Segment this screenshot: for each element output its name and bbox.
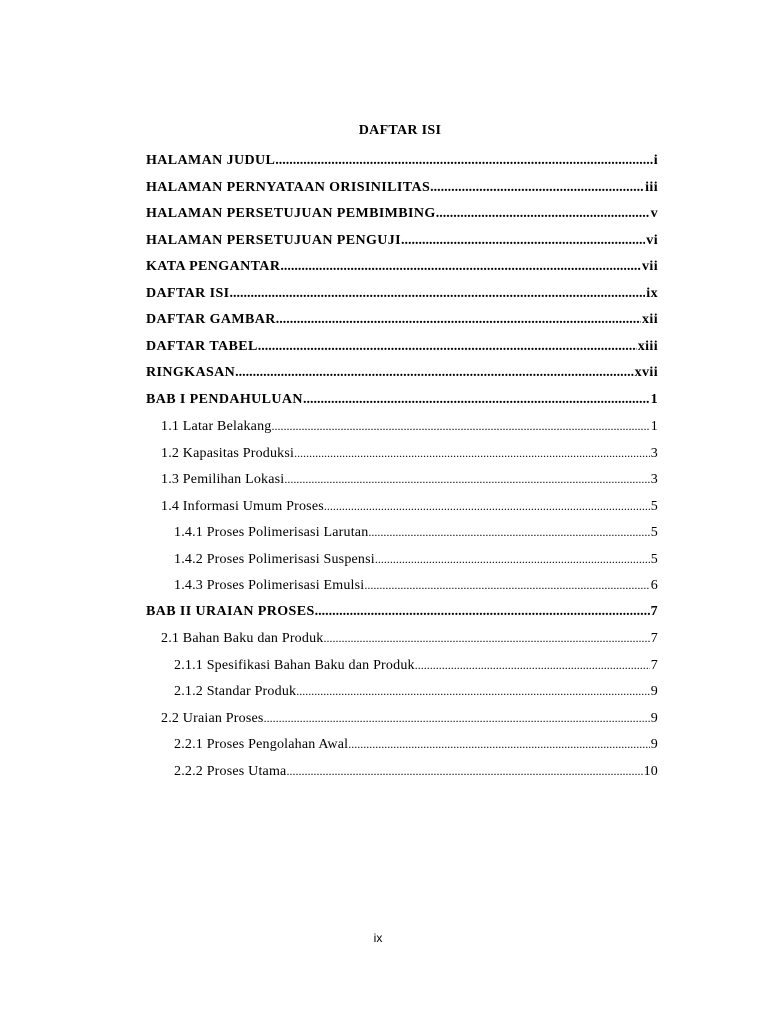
toc-entry-section	[174, 681, 658, 701]
toc-entry-page: v	[650, 206, 658, 221]
toc-entry-title: 1.2 Kapasitas Produksi	[161, 446, 295, 461]
toc-entry-title: 2.2 Uraian Proses	[161, 711, 264, 726]
toc-entry-title: 2.1.1 Spesifikasi Bahan Baku dan Produk	[174, 658, 415, 673]
toc-entry-title: KATA PENGANTAR	[146, 259, 281, 274]
toc-dot-leader	[303, 390, 650, 410]
toc-entry-title: BAB II URAIAN PROSES	[146, 604, 315, 619]
page-number: ix	[373, 931, 383, 945]
toc-dot-leader	[415, 655, 650, 675]
toc-entry-section	[174, 655, 658, 675]
toc-entry-page: xii	[642, 312, 658, 327]
toc-dot-leader	[280, 257, 641, 277]
toc-entry-title: 1.3 Pemilihan Lokasi	[161, 472, 285, 487]
toc-entry-section	[174, 522, 658, 542]
toc-entry-page: xvii	[634, 365, 658, 380]
toc-dot-leader	[284, 469, 649, 489]
toc-dot-leader	[375, 549, 650, 569]
toc-entry-chapter	[146, 310, 658, 330]
toc-entry-chapter	[146, 178, 658, 198]
toc-entry-title: 2.2.2 Proses Utama	[174, 764, 287, 779]
toc-entry-title: HALAMAN PERNYATAAN ORISINILITAS	[146, 180, 431, 195]
toc-entry-title: RINGKASAN	[146, 365, 236, 380]
toc-entry-page: 7	[650, 604, 658, 619]
toc-entry-title: DAFTAR TABEL	[146, 339, 258, 354]
toc-entry-page: 10	[643, 764, 658, 779]
toc-entry-section	[161, 469, 658, 489]
toc-entry-title: 1.4.3 Proses Polimerisasi Emulsi	[174, 578, 365, 593]
toc-entry-page: 9	[650, 711, 658, 726]
toc-dot-leader	[368, 522, 649, 542]
toc-dot-leader	[272, 416, 650, 436]
toc-entry-page: iii	[645, 180, 658, 195]
toc-entry-section	[161, 708, 658, 728]
toc-dot-leader	[364, 575, 649, 595]
toc-entry-page: 5	[650, 525, 658, 540]
toc-entry-section	[174, 761, 658, 781]
toc-entry-title: HALAMAN JUDUL	[146, 153, 276, 168]
toc-entry-title: 1.4.2 Proses Polimerisasi Suspensi	[174, 552, 375, 567]
toc-dot-leader	[324, 496, 650, 516]
toc-entry-page: 5	[650, 499, 658, 514]
toc-entry-title: BAB I PENDAHULUAN	[146, 392, 303, 407]
toc-dot-leader	[235, 363, 633, 383]
toc-entry-title: 2.2.1 Proses Pengolahan Awal	[174, 737, 349, 752]
toc-entry-chapter	[146, 231, 658, 251]
toc-entry-chapter	[146, 257, 658, 277]
toc-entry-title: 1.4.1 Proses Polimerisasi Larutan	[174, 525, 369, 540]
toc-dot-leader	[348, 734, 650, 754]
toc-entry-page: 7	[650, 658, 658, 673]
toc-entry-chapter	[146, 390, 658, 410]
toc-entry-section	[174, 575, 658, 595]
toc-entry-page: 5	[650, 552, 658, 567]
toc-entry-section	[161, 443, 658, 463]
toc-dot-leader	[323, 628, 649, 648]
toc-entry-title: DAFTAR ISI	[146, 286, 230, 301]
toc-entry-page: 1	[650, 419, 658, 434]
toc-entry-chapter	[146, 337, 658, 357]
toc-entry-section	[161, 628, 658, 648]
toc-entry-title: HALAMAN PERSETUJUAN PEMBIMBING	[146, 206, 436, 221]
toc-entry-chapter	[146, 284, 658, 304]
toc-entry-page: 1	[650, 392, 658, 407]
toc-dot-leader	[264, 708, 650, 728]
toc-dot-leader	[430, 178, 644, 198]
toc-dot-leader	[315, 602, 650, 622]
toc-entry-title: HALAMAN PERSETUJUAN PENGUJI	[146, 233, 402, 248]
toc-entry-page: ix	[646, 286, 658, 301]
toc-entry-chapter	[146, 602, 658, 622]
toc-entry-title: 2.1 Bahan Baku dan Produk	[161, 631, 324, 646]
toc-dot-leader	[229, 284, 645, 304]
toc-dot-leader	[286, 761, 642, 781]
toc-entry-page: i	[653, 153, 658, 168]
toc-entry-section	[174, 549, 658, 569]
toc-entry-page: vii	[642, 259, 658, 274]
toc-entry-chapter	[146, 204, 658, 224]
toc-entry-page: 9	[650, 737, 658, 752]
toc-entry-section	[161, 416, 658, 436]
toc-dot-leader	[276, 310, 641, 330]
toc-entry-page: 3	[650, 472, 658, 487]
toc-dot-leader	[275, 151, 652, 171]
toc-entry-chapter	[146, 363, 658, 383]
toc-entry-section	[161, 496, 658, 516]
toc-dot-leader	[258, 337, 637, 357]
toc-entry-section	[174, 734, 658, 754]
toc-entry-page: 9	[650, 684, 658, 699]
toc-entry-title: DAFTAR GAMBAR	[146, 312, 276, 327]
toc-entry-chapter	[146, 151, 658, 171]
toc-entry-title: 1.4 Informasi Umum Proses	[161, 499, 324, 514]
toc-entry-title: 2.1.2 Standar Produk	[174, 684, 297, 699]
page-title: DAFTAR ISI	[358, 123, 442, 138]
toc-dot-leader	[401, 231, 645, 251]
toc-entry-page: 3	[650, 446, 658, 461]
toc-entry-page: 7	[650, 631, 658, 646]
toc-dot-leader	[436, 204, 650, 224]
toc-entry-title: 1.1 Latar Belakang	[161, 419, 272, 434]
toc-dot-leader	[294, 443, 650, 463]
toc-entry-page: vi	[646, 233, 658, 248]
toc-entry-page: 6	[650, 578, 658, 593]
toc-dot-leader	[296, 681, 650, 701]
toc-entry-page: xiii	[637, 339, 658, 354]
